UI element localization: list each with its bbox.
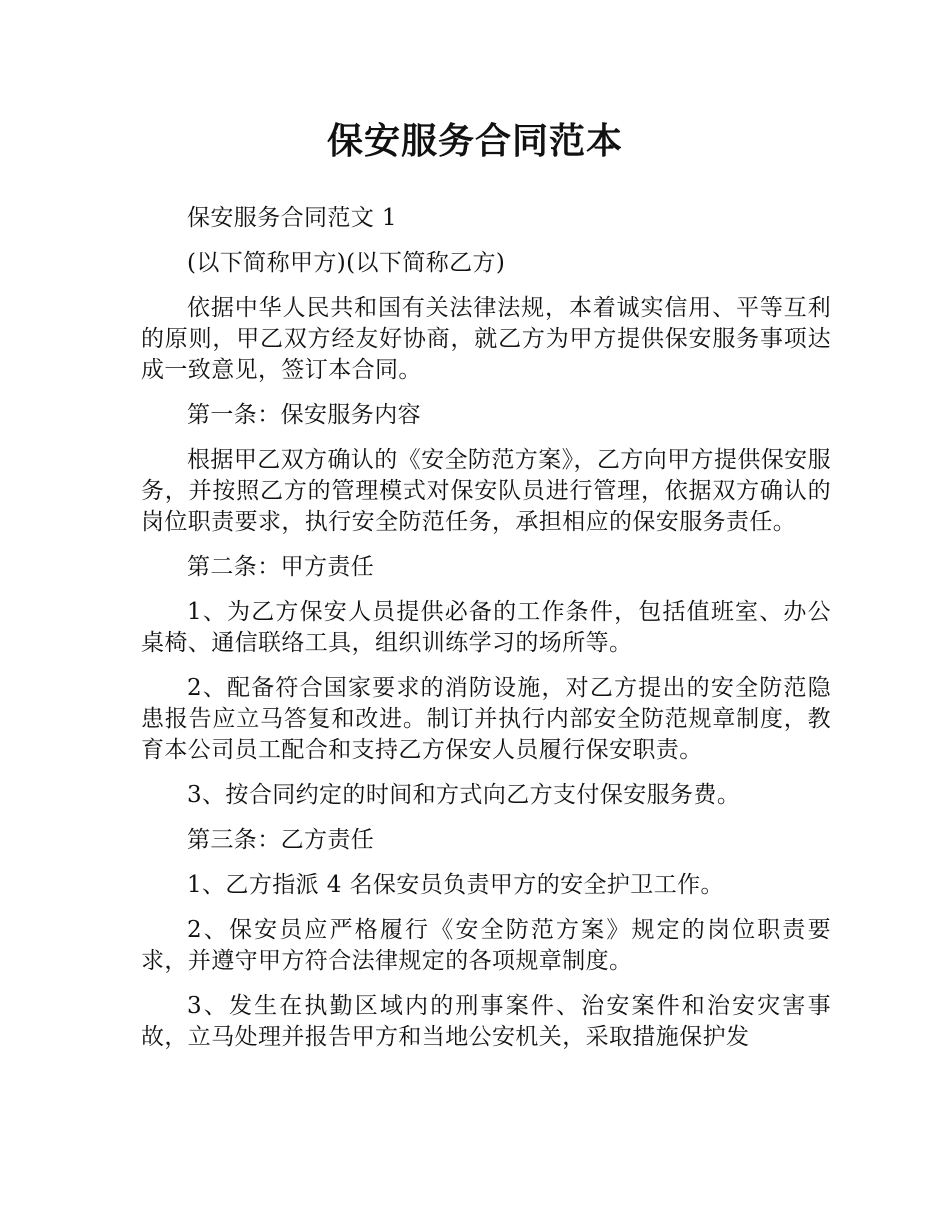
article-3-item-3: 3、发生在执勤区域内的刑事案件、治安案件和治安灾害事故，立马处理并报告甲方和当地公安机关，采取措施保护发: [141, 993, 831, 1050]
document-title: 保安服务合同范本: [326, 121, 623, 162]
paragraph-preamble: 依据中华人民共和国有关法律法规，本着诚实信用、平等互利的原则，甲乙双方经友好协商，就乙方为甲方提供保安服务事项达成一致意见，签订本合同。: [141, 295, 831, 383]
article-1-heading: 第一条：保安服务内容: [187, 402, 421, 428]
article-3-item-2: 2、保安员应严格履行《安全防范方案》规定的岗位职责要求，并遵守甲方符合法律规定的各项规章制度。: [141, 917, 831, 974]
article-2-item-2: 2、配备符合国家要求的消防设施，对乙方提出的安全防范隐患报告应立马答复和改进。制订并执行内部安全防范规章制度，教育本公司员工配合和支持乙方保安人员履行保安职责。: [141, 675, 831, 763]
article-1-text: 根据甲乙双方确认的《安全防范方案》，乙方向甲方提供保安服务，并按照乙方的管理模式对保安队员进行管理，依据双方确认的岗位职责要求，执行安全防范任务，承担相应的保安服务责任。: [141, 447, 831, 535]
article-2-item-3: 3、按合同约定的时间和方式向乙方支付保安服务费。: [187, 782, 741, 808]
article-2-heading: 第二条：甲方责任: [187, 554, 375, 580]
document-body: [141, 203, 831, 1067]
article-3-heading: 第三条：乙方责任: [187, 827, 375, 853]
paragraph-parties: (以下简称甲方)(以下简称乙方): [187, 250, 506, 276]
paragraph-heading-sample: 保安服务合同范文 1: [187, 205, 397, 231]
article-2-item-1: 1、为乙方保安人员提供必备的工作条件，包括值班室、办公桌椅、通信联络工具，组织训练学习的场所等。: [141, 599, 831, 656]
article-3-item-1: 1、乙方指派 4 名保安员负责甲方的安全护卫工作。: [187, 872, 724, 898]
